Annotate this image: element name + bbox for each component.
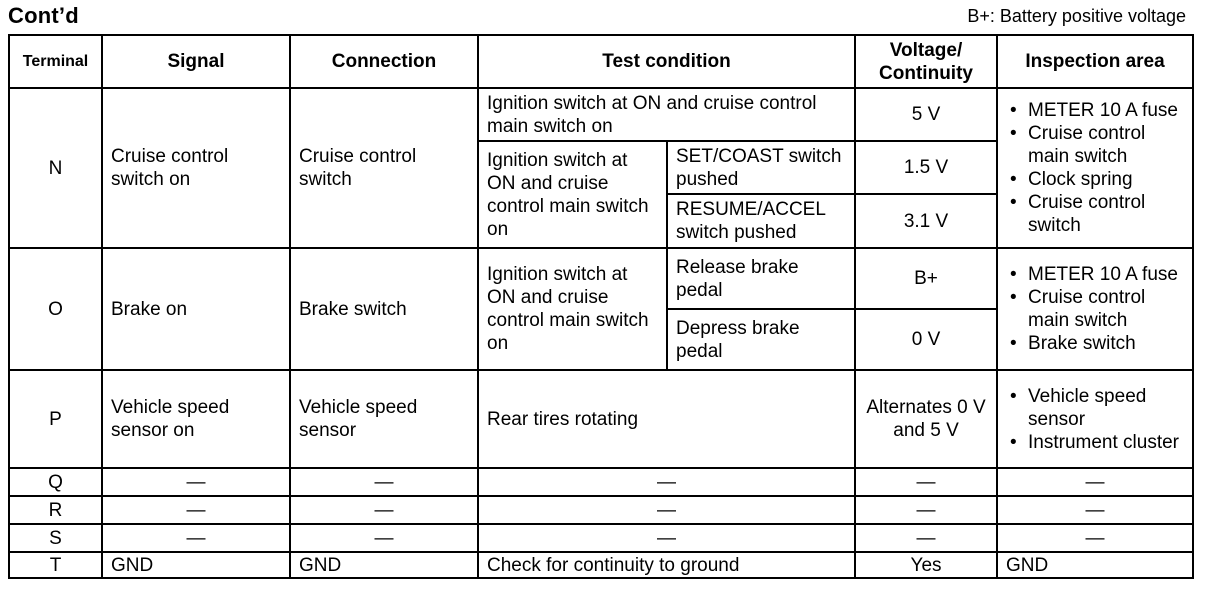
inspection-cell (997, 248, 1193, 370)
voltage-cell: — (855, 468, 997, 496)
voltage-cell: 1.5 V (855, 141, 997, 194)
header-test-condition: Test condition (478, 35, 855, 88)
sub-condition-cell: RESUME/ACCEL switch pushed (667, 194, 855, 248)
list-item: • Clock spring (1006, 168, 1184, 191)
voltage-cell: Yes (855, 552, 997, 578)
header-voltage: Voltage/ Continuity (855, 35, 997, 88)
terminal-cell: P (9, 370, 102, 468)
terminal-cell: S (9, 524, 102, 552)
list-item: • Vehicle speed sensor (1006, 385, 1184, 431)
test-condition-cell: Ignition switch at ON and cruise control main switch on (478, 141, 667, 248)
header-inspection: Inspection area (997, 35, 1193, 88)
signal-cell: — (102, 524, 290, 552)
table-row (9, 496, 1193, 524)
page-title: Cont’d (8, 3, 79, 28)
list-item: • Cruise control main switch (1006, 286, 1184, 332)
inspection-cell: — (997, 496, 1193, 524)
sub-condition-cell: SET/COAST switch pushed (667, 141, 855, 194)
connection-cell: Brake switch (290, 248, 478, 370)
table-row (9, 248, 1193, 309)
voltage-cell: 5 V (855, 88, 997, 141)
voltage-cell: B+ (855, 248, 997, 309)
terminal-cell: O (9, 248, 102, 370)
header-terminal: Terminal (9, 35, 102, 88)
table-row (9, 552, 1193, 578)
inspection-cell: — (997, 524, 1193, 552)
test-condition-cell: Ignition switch at ON and cruise control main switch on (478, 248, 667, 370)
header-signal: Signal (102, 35, 290, 88)
table-row (9, 370, 1193, 468)
list-item: • METER 10 A fuse (1006, 99, 1184, 122)
signal-cell: GND (102, 552, 290, 578)
connection-cell: — (290, 468, 478, 496)
list-item: • Cruise control switch (1006, 191, 1184, 237)
list-item: • Brake switch (1006, 332, 1184, 355)
signal-cell: Vehicle speed sensor on (102, 370, 290, 468)
header-row (9, 35, 1193, 88)
signal-cell: — (102, 496, 290, 524)
header-connection: Connection (290, 35, 478, 88)
inspection-cell (997, 88, 1193, 248)
test-condition-cell: Ignition switch at ON and cruise control main switch on (478, 88, 855, 141)
voltage-cell: 3.1 V (855, 194, 997, 248)
connection-cell: — (290, 496, 478, 524)
test-condition-cell: — (478, 496, 855, 524)
sub-condition-cell: Release brake pedal (667, 248, 855, 309)
legend-note: B+: Battery positive voltage (967, 6, 1186, 26)
connection-cell: GND (290, 552, 478, 578)
inspection-cell (997, 370, 1193, 468)
connection-cell: — (290, 524, 478, 552)
terminal-cell: R (9, 496, 102, 524)
inspection-cell: GND (997, 552, 1193, 578)
voltage-cell: — (855, 496, 997, 524)
list-item: • METER 10 A fuse (1006, 263, 1184, 286)
signal-cell: — (102, 468, 290, 496)
connection-cell: Cruise control switch (290, 88, 478, 248)
voltage-cell: 0 V (855, 309, 997, 370)
table-row (9, 88, 1193, 141)
terminal-cell: N (9, 88, 102, 248)
voltage-cell: — (855, 524, 997, 552)
table-row (9, 468, 1193, 496)
terminal-cell: T (9, 552, 102, 578)
inspection-cell: — (997, 468, 1193, 496)
signal-cell: Brake on (102, 248, 290, 370)
voltage-cell: Alternates 0 V and 5 V (855, 370, 997, 468)
test-condition-cell: — (478, 468, 855, 496)
terminal-spec-table (8, 34, 1194, 579)
test-condition-cell: — (478, 524, 855, 552)
signal-cell: Cruise control switch on (102, 88, 290, 248)
test-condition-cell: Rear tires rotating (478, 370, 855, 468)
list-item: • Cruise control main switch (1006, 122, 1184, 168)
test-condition-cell: Check for continuity to ground (478, 552, 855, 578)
list-item: • Instrument cluster (1006, 431, 1184, 454)
sub-condition-cell: Depress brake pedal (667, 309, 855, 370)
connection-cell: Vehicle speed sensor (290, 370, 478, 468)
terminal-cell: Q (9, 468, 102, 496)
table-row (9, 524, 1193, 552)
